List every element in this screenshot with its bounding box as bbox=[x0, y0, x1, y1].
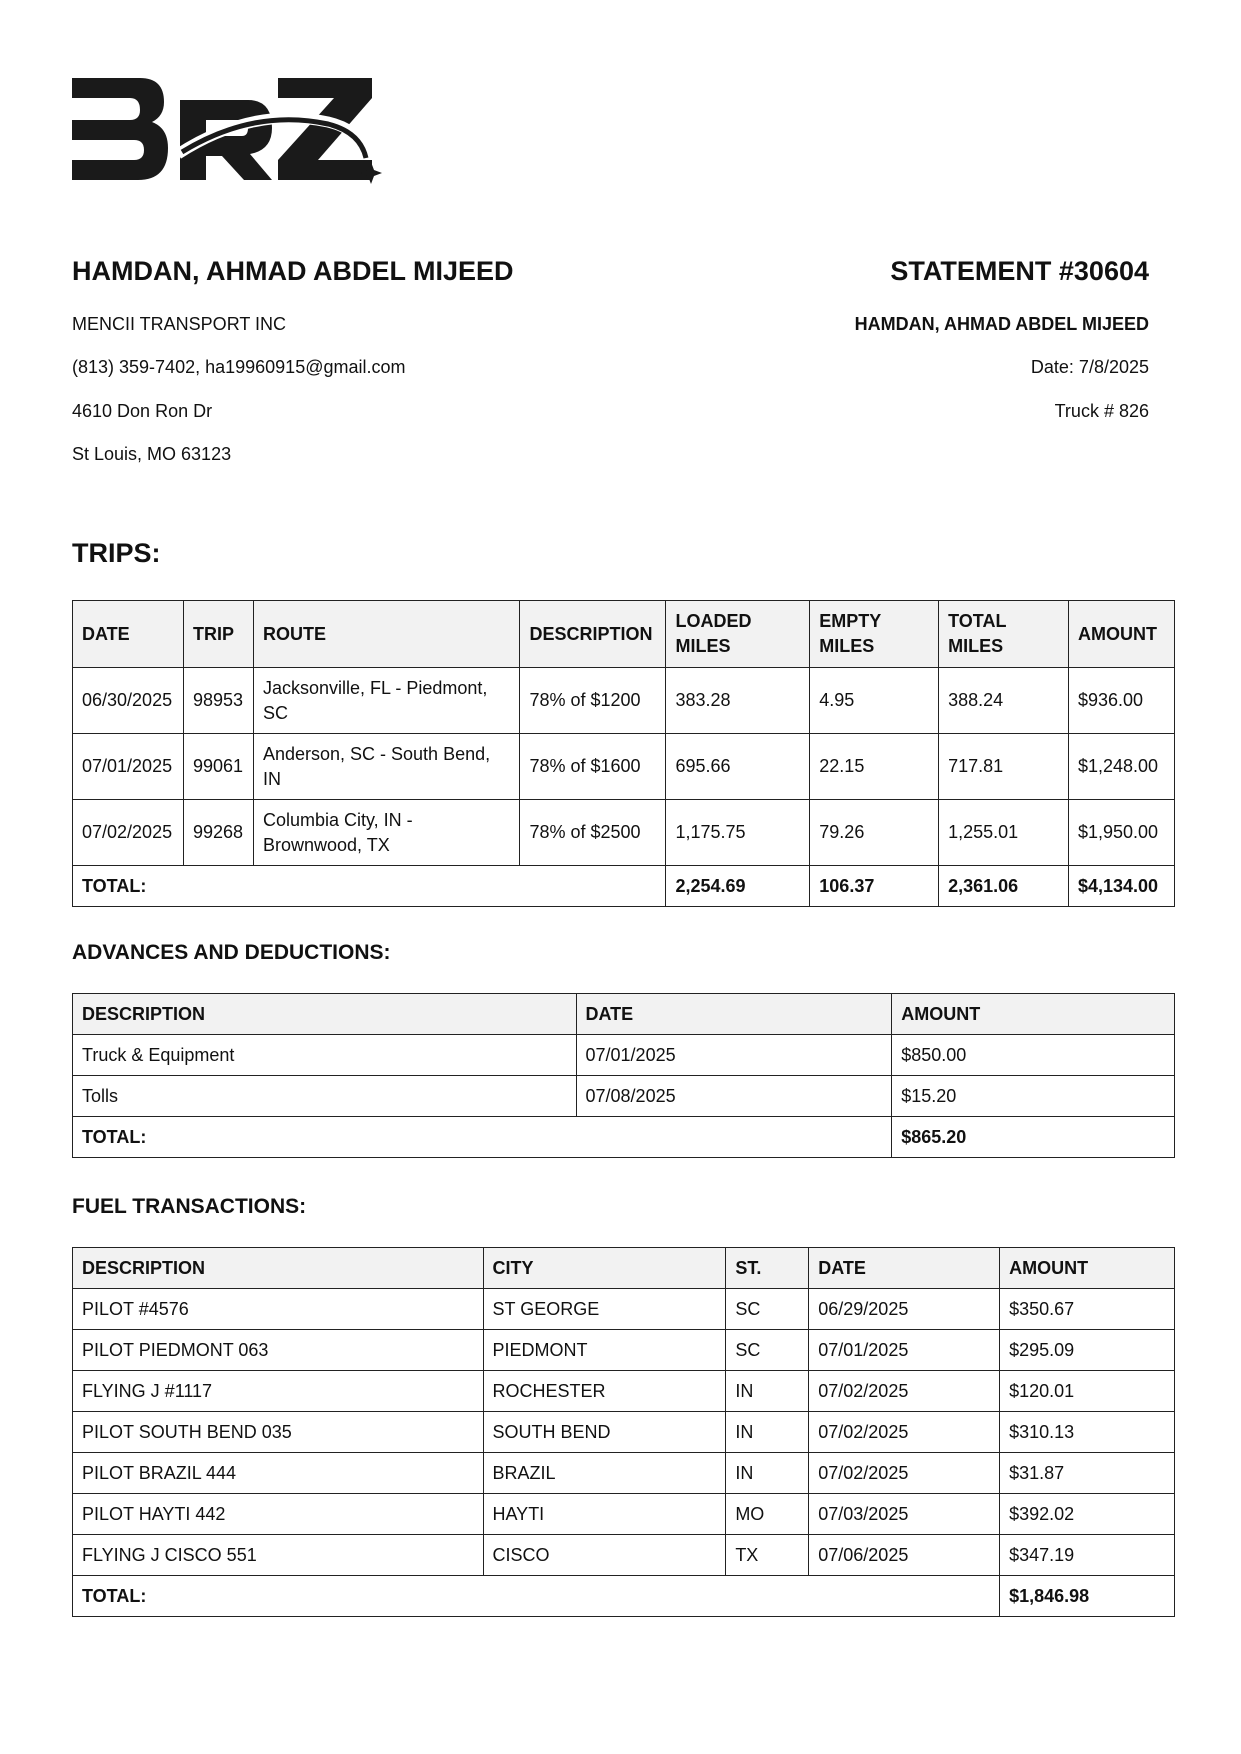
total-miles: 2,361.06 bbox=[939, 866, 1069, 907]
fuel-description: PILOT PIEDMONT 063 bbox=[73, 1330, 484, 1371]
trip-route: Jacksonville, FL - Piedmont, SC bbox=[253, 668, 520, 734]
total-label: TOTAL: bbox=[73, 866, 666, 907]
fuel-state: MO bbox=[726, 1494, 809, 1535]
deduction-amount: $15.20 bbox=[892, 1076, 1175, 1117]
deduction-description: Tolls bbox=[73, 1076, 577, 1117]
fuel-heading: FUEL TRANSACTIONS: bbox=[72, 1195, 307, 1218]
table-row bbox=[73, 1453, 1175, 1494]
fuel-date: 07/02/2025 bbox=[809, 1453, 1000, 1494]
total-label: TOTAL: bbox=[73, 1117, 892, 1158]
table-row bbox=[73, 800, 1175, 866]
trip-amount: $1,950.00 bbox=[1068, 800, 1174, 866]
advances-total-row bbox=[73, 1117, 1175, 1158]
fuel-date: 06/29/2025 bbox=[809, 1289, 1000, 1330]
column-header: CITY bbox=[483, 1248, 726, 1289]
trips-heading: TRIPS: bbox=[72, 538, 161, 568]
trip-number: 99268 bbox=[183, 800, 253, 866]
fuel-amount: $310.13 bbox=[1000, 1412, 1175, 1453]
fuel-amount: $31.87 bbox=[1000, 1453, 1175, 1494]
trip-empty-miles: 79.26 bbox=[810, 800, 939, 866]
trip-date: 07/02/2025 bbox=[73, 800, 184, 866]
fuel-amount: $347.19 bbox=[1000, 1535, 1175, 1576]
contact-info: (813) 359-7402, ha19960915@gmail.com bbox=[72, 357, 406, 377]
trips-total-row bbox=[73, 866, 1175, 907]
trip-loaded-miles: 695.66 bbox=[666, 734, 810, 800]
table-row bbox=[73, 1076, 1175, 1117]
fuel-description: PILOT HAYTI 442 bbox=[73, 1494, 484, 1535]
fuel-state: SC bbox=[726, 1330, 809, 1371]
total-loaded-miles: 2,254.69 bbox=[666, 866, 810, 907]
total-amount: $4,134.00 bbox=[1068, 866, 1174, 907]
total-empty-miles: 106.37 bbox=[810, 866, 939, 907]
address-line-2: St Louis, MO 63123 bbox=[72, 444, 232, 464]
trip-number: 98953 bbox=[183, 668, 253, 734]
fuel-header-row bbox=[73, 1248, 1175, 1289]
trip-empty-miles: 22.15 bbox=[810, 734, 939, 800]
fuel-date: 07/02/2025 bbox=[809, 1412, 1000, 1453]
fuel-table bbox=[72, 1247, 1175, 1617]
fuel-state: IN bbox=[726, 1412, 809, 1453]
fuel-total-row bbox=[73, 1576, 1175, 1617]
total-amount: $865.20 bbox=[892, 1117, 1175, 1158]
table-row bbox=[73, 1289, 1175, 1330]
column-header: TRIP bbox=[183, 601, 253, 668]
fuel-state: SC bbox=[726, 1289, 809, 1330]
column-header: AMOUNT bbox=[1068, 601, 1174, 668]
trips-header-row bbox=[73, 601, 1175, 668]
fuel-description: PILOT #4576 bbox=[73, 1289, 484, 1330]
column-header: AMOUNT bbox=[1000, 1248, 1175, 1289]
column-header: DESCRIPTION bbox=[73, 994, 577, 1035]
deduction-date: 07/01/2025 bbox=[576, 1035, 892, 1076]
column-header: DATE bbox=[576, 994, 892, 1035]
trip-description: 78% of $1600 bbox=[520, 734, 666, 800]
fuel-date: 07/02/2025 bbox=[809, 1371, 1000, 1412]
deduction-date: 07/08/2025 bbox=[576, 1076, 892, 1117]
fuel-description: FLYING J CISCO 551 bbox=[73, 1535, 484, 1576]
column-header: LOADED MILES bbox=[666, 601, 810, 668]
fuel-state: IN bbox=[726, 1453, 809, 1494]
trip-route: Columbia City, IN - Brownwood, TX bbox=[253, 800, 520, 866]
trip-number: 99061 bbox=[183, 734, 253, 800]
advances-table bbox=[72, 993, 1175, 1158]
trip-description: 78% of $2500 bbox=[520, 800, 666, 866]
trip-route: Anderson, SC - South Bend, IN bbox=[253, 734, 520, 800]
fuel-description: PILOT BRAZIL 444 bbox=[73, 1453, 484, 1494]
column-header: DESCRIPTION bbox=[73, 1248, 484, 1289]
fuel-amount: $120.01 bbox=[1000, 1371, 1175, 1412]
column-header: ROUTE bbox=[253, 601, 520, 668]
fuel-description: PILOT SOUTH BEND 035 bbox=[73, 1412, 484, 1453]
table-row bbox=[73, 1412, 1175, 1453]
trip-total-miles: 717.81 bbox=[939, 734, 1069, 800]
column-header: DATE bbox=[73, 601, 184, 668]
fuel-city: SOUTH BEND bbox=[483, 1412, 726, 1453]
deduction-amount: $850.00 bbox=[892, 1035, 1175, 1076]
company-logo bbox=[72, 78, 382, 190]
column-header: DESCRIPTION bbox=[520, 601, 666, 668]
trip-loaded-miles: 383.28 bbox=[666, 668, 810, 734]
trip-empty-miles: 4.95 bbox=[810, 668, 939, 734]
fuel-date: 07/06/2025 bbox=[809, 1535, 1000, 1576]
table-row bbox=[73, 1494, 1175, 1535]
fuel-state: IN bbox=[726, 1371, 809, 1412]
fuel-city: PIEDMONT bbox=[483, 1330, 726, 1371]
deduction-description: Truck & Equipment bbox=[73, 1035, 577, 1076]
column-header: AMOUNT bbox=[892, 994, 1175, 1035]
table-row bbox=[73, 1371, 1175, 1412]
table-row bbox=[73, 1535, 1175, 1576]
total-label: TOTAL: bbox=[73, 1576, 1000, 1617]
table-row bbox=[73, 1330, 1175, 1371]
trip-loaded-miles: 1,175.75 bbox=[666, 800, 810, 866]
table-row bbox=[73, 668, 1175, 734]
driver-name: HAMDAN, AHMAD ABDEL MIJEED bbox=[72, 256, 514, 286]
trips-table bbox=[72, 600, 1175, 907]
statement-date: Date: 7/8/2025 bbox=[1030, 357, 1149, 377]
trip-total-miles: 1,255.01 bbox=[939, 800, 1069, 866]
trip-amount: $1,248.00 bbox=[1068, 734, 1174, 800]
address-line-1: 4610 Don Ron Dr bbox=[72, 401, 213, 421]
table-row bbox=[73, 1035, 1175, 1076]
truck-number: Truck # 826 bbox=[1054, 401, 1149, 421]
trip-total-miles: 388.24 bbox=[939, 668, 1069, 734]
fuel-description: FLYING J #1117 bbox=[73, 1371, 484, 1412]
statement-driver-name: HAMDAN, AHMAD ABDEL MIJEED bbox=[854, 314, 1149, 334]
column-header: TOTAL MILES bbox=[939, 601, 1069, 668]
trip-date: 06/30/2025 bbox=[73, 668, 184, 734]
fuel-city: ST GEORGE bbox=[483, 1289, 726, 1330]
fuel-city: BRAZIL bbox=[483, 1453, 726, 1494]
column-header: ST. bbox=[726, 1248, 809, 1289]
company-name: MENCII TRANSPORT INC bbox=[72, 314, 287, 334]
advances-header-row bbox=[73, 994, 1175, 1035]
fuel-amount: $392.02 bbox=[1000, 1494, 1175, 1535]
fuel-date: 07/01/2025 bbox=[809, 1330, 1000, 1371]
advances-heading: ADVANCES AND DEDUCTIONS: bbox=[72, 941, 391, 964]
table-row bbox=[73, 734, 1175, 800]
fuel-city: ROCHESTER bbox=[483, 1371, 726, 1412]
statement-title: STATEMENT #30604 bbox=[890, 256, 1149, 286]
fuel-date: 07/03/2025 bbox=[809, 1494, 1000, 1535]
trip-amount: $936.00 bbox=[1068, 668, 1174, 734]
fuel-amount: $350.67 bbox=[1000, 1289, 1175, 1330]
column-header: DATE bbox=[809, 1248, 1000, 1289]
fuel-city: CISCO bbox=[483, 1535, 726, 1576]
fuel-amount: $295.09 bbox=[1000, 1330, 1175, 1371]
fuel-state: TX bbox=[726, 1535, 809, 1576]
trip-description: 78% of $1200 bbox=[520, 668, 666, 734]
fuel-city: HAYTI bbox=[483, 1494, 726, 1535]
total-amount: $1,846.98 bbox=[1000, 1576, 1175, 1617]
trip-date: 07/01/2025 bbox=[73, 734, 184, 800]
column-header: EMPTY MILES bbox=[810, 601, 939, 668]
